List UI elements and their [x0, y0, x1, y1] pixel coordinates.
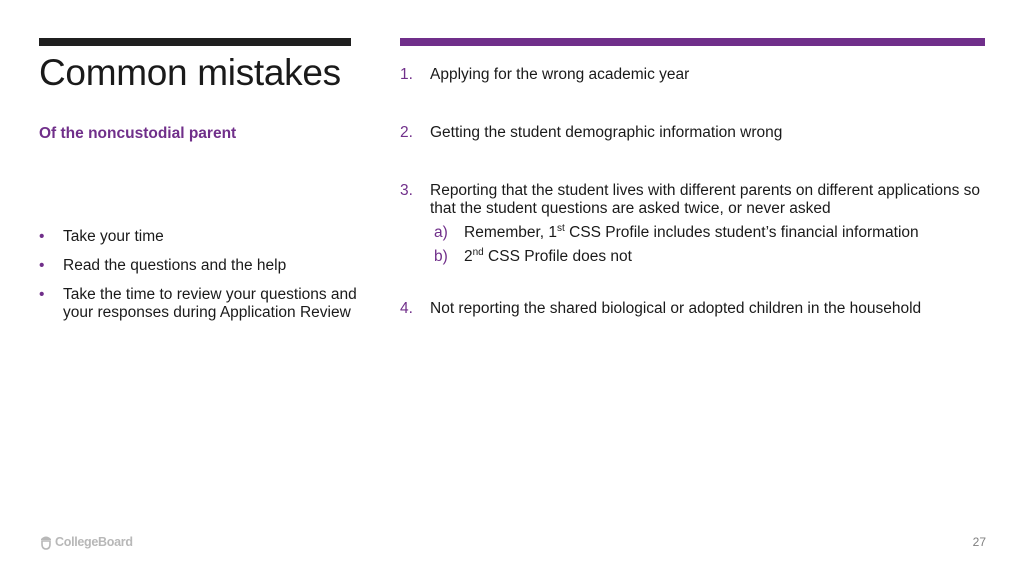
sub-item-text: 2nd CSS Profile does not: [464, 246, 632, 265]
item-text: Reporting that the student lives with different parents on different applications so that the student questions are asked twice, or never asked: [430, 182, 981, 217]
tips-bullet-list: [39, 228, 359, 333]
item-number: 3.: [400, 182, 413, 199]
list-item: [400, 300, 985, 318]
slide-title: Common mistakes: [39, 52, 341, 93]
page-number: 27: [972, 535, 986, 549]
list-item: [39, 257, 359, 275]
bullet-marker: •: [39, 228, 45, 245]
sub-list-item: [430, 248, 985, 266]
item-text: Not reporting the shared biological or adopted children in the household: [430, 300, 922, 317]
bullet-text: Read the questions and the help: [63, 257, 287, 274]
logo-text: CollegeBoard: [55, 535, 133, 549]
item-number: 1.: [400, 66, 413, 83]
mistakes-numbered-list: [400, 66, 985, 318]
list-item: [400, 66, 985, 84]
sub-item-text: Remember, 1st CSS Profile includes student’s financial information: [464, 222, 919, 241]
content-accent-bar-purple: [400, 38, 985, 46]
item-number: 4.: [400, 300, 413, 317]
sub-list-item: [430, 224, 985, 242]
bullet-marker: •: [39, 257, 45, 274]
bullet-marker: •: [39, 286, 45, 303]
title-accent-bar-dark: [39, 38, 351, 46]
item-number: 2.: [400, 124, 413, 141]
list-item: [400, 124, 985, 142]
slide-subtitle: Of the noncustodial parent: [39, 125, 237, 142]
list-item: [39, 228, 359, 246]
list-item: [39, 286, 359, 322]
bullet-text: Take the time to review your questions and your responses during Application Review: [63, 286, 357, 321]
acorn-icon: [39, 534, 53, 550]
bullet-text: Take your time: [63, 228, 164, 245]
item-text: Applying for the wrong academic year: [430, 66, 690, 83]
sub-item-marker: b): [434, 248, 448, 265]
item-text: Getting the student demographic information wrong: [430, 124, 783, 141]
collegeboard-logo: [39, 534, 133, 550]
sub-item-marker: a): [434, 224, 448, 241]
sub-list: [430, 224, 985, 266]
list-item: [400, 182, 985, 266]
